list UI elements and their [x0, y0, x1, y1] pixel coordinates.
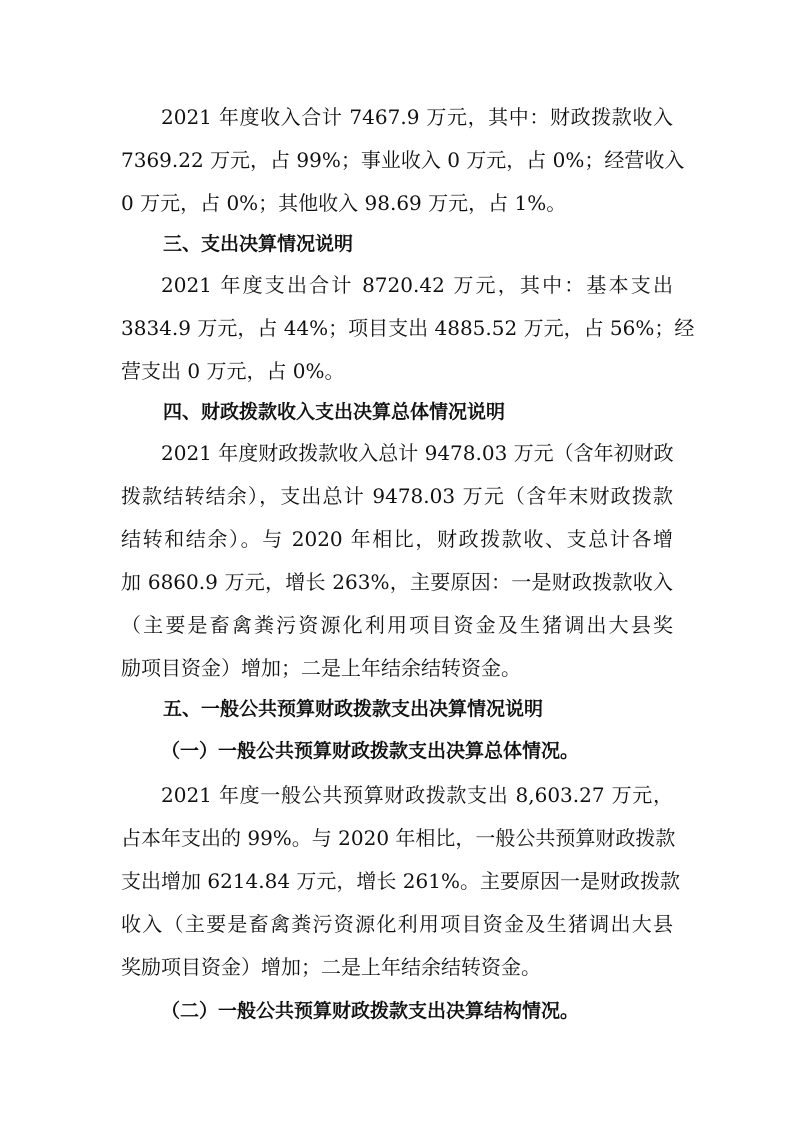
- income-paragraph-line-2: 7369.22 万元，占 99%；事业收入 0 万元，占 0%；经营收入: [121, 148, 685, 172]
- fiscal-paragraph-line-1: 2021 年度财政拨款收入总计 9478.03 万元（含年初财政: [161, 441, 674, 465]
- fiscal-paragraph-line-6: 励项目资金）增加；二是上年结余结转资金。: [121, 656, 521, 680]
- general-budget-paragraph-line-2: 占本年支出的 99%。与 2020 年相比，一般公共预算财政拨款: [121, 826, 676, 850]
- expenditure-paragraph-line-1: 2021 年度支出合计 8720.42 万元，其中：基本支出: [161, 273, 673, 297]
- section-heading-fiscal-appropriation: 四、财政拨款收入支出决算总体情况说明: [163, 401, 506, 423]
- general-budget-paragraph-line-1: 2021 年度一般公共预算财政拨款支出 8,603.27 万元，: [161, 783, 673, 807]
- section-heading-expenditure: 三、支出决算情况说明: [163, 233, 354, 255]
- income-paragraph-line-1: 2021 年度收入合计 7467.9 万元，其中：财政拨款收入: [161, 105, 673, 129]
- fiscal-paragraph-line-4: 加 6860.9 万元，增长 263%，主要原因：一是财政拨款收入: [121, 570, 673, 594]
- fiscal-paragraph-line-2: 拨款结转结余），支出总计 9478.03 万元（含年末财政拨款: [121, 484, 673, 508]
- general-budget-paragraph-line-3: 支出增加 6214.84 万元，增长 261%。主要原因一是财政拨款: [121, 869, 680, 893]
- income-paragraph-line-3: 0 万元，占 0%；其他收入 98.69 万元，占 1%。: [121, 191, 567, 215]
- fiscal-paragraph-line-3: 结转和结余）。与 2020 年相比，财政拨款收、支总计各增: [121, 527, 673, 551]
- fiscal-paragraph-line-5: （主要是畜禽粪污资源化利用项目资金及生猪调出大县奖: [121, 613, 673, 637]
- general-budget-paragraph-line-5: 奖励项目资金）增加；二是上年结余结转资金。: [121, 955, 541, 979]
- subheading-structure: （二）一般公共预算财政拨款支出决算结构情况。: [161, 1000, 580, 1022]
- subheading-overall: （一）一般公共预算财政拨款支出决算总体情况。: [161, 740, 580, 762]
- section-heading-general-budget: 五、一般公共预算财政拨款支出决算情况说明: [163, 698, 544, 720]
- expenditure-paragraph-line-3: 营支出 0 万元，占 0%。: [121, 359, 345, 383]
- expenditure-paragraph-line-2: 3834.9 万元，占 44%；项目支出 4885.52 万元，占 56%；经: [121, 316, 695, 340]
- general-budget-paragraph-line-4: 收入（主要是畜禽粪污资源化利用项目资金及生猪调出大县: [121, 912, 673, 936]
